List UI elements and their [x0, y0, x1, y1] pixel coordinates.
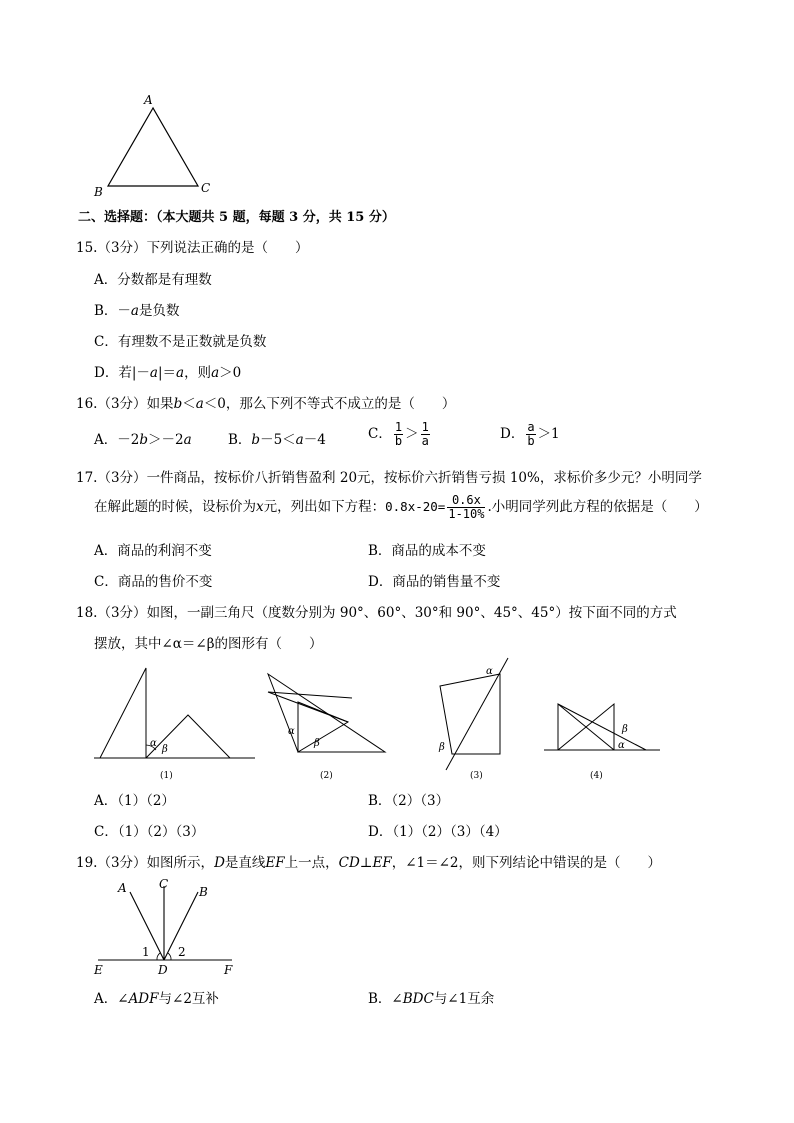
q19-option-a[interactable]: A．∠ADF与∠2互补	[94, 991, 219, 1007]
vertex-a-label: A	[144, 93, 153, 107]
q15-option-c[interactable]: C．有理数不是正数就是负数	[94, 334, 267, 350]
fraction: $\frac{1}{b}$	[394, 420, 403, 448]
q17-option-d[interactable]: D．商品的销售量不变	[368, 574, 501, 590]
q19-option-b[interactable]: B．∠BDC与∠1互余	[368, 991, 495, 1007]
svg-text:2: 2	[178, 945, 186, 959]
svg-text:(4): (4)	[590, 771, 603, 781]
section-title: 二、选择题：（本大题共 5 题，每题 3 分，共 15 分）	[78, 210, 395, 225]
vertex-b-label: B	[94, 185, 103, 199]
svg-text:(3): (3)	[470, 771, 483, 781]
svg-text:α: α	[150, 738, 157, 749]
equation: 0.8x-20=	[385, 499, 446, 514]
svg-text:1: 1	[142, 945, 150, 959]
svg-text:α: α	[618, 740, 625, 751]
vertex-c-label: C	[201, 181, 211, 195]
figure-2	[268, 674, 385, 781]
svg-text:E: E	[94, 963, 103, 977]
question-19: 19.（3分）如图所示，D是直线EF上一点，CD⊥EF，∠1＝∠2，则下列结论中错误的是（ ）	[76, 855, 662, 871]
q16-option-a[interactable]: A．－2b＞－2a	[94, 432, 192, 448]
svg-text:α: α	[288, 726, 295, 737]
svg-text:β: β	[622, 724, 628, 735]
svg-text:(2): (2)	[320, 771, 333, 781]
svg-text:(1): (1)	[160, 771, 173, 781]
fraction: $\frac{a}{b}$	[527, 420, 535, 448]
question-18-line2: 摆放，其中∠α＝∠β的图形有（ ）	[94, 636, 323, 652]
question-stem: 下列说法正确的是（ ）	[146, 240, 309, 256]
question-16: 16.（3分）如果b＜a＜0，那么下列不等式不成立的是（ ）	[76, 396, 456, 412]
svg-text:D: D	[158, 963, 168, 977]
q16-option-c[interactable]: C． $\frac{1}{b}$ ＞ $\frac{1}{a}$	[368, 420, 429, 448]
svg-text:F: F	[224, 963, 233, 977]
svg-text:β: β	[162, 744, 168, 755]
svg-text:β: β	[314, 738, 320, 749]
question-17: 17.（3分）一件商品，按标价八折销售盈利 20元，按标价六折销售亏损 10%，求标价多少元？小明同学	[76, 470, 702, 486]
svg-text:B: B	[199, 885, 208, 899]
q15-option-b[interactable]: B．－a是负数	[94, 303, 180, 319]
q17-option-b[interactable]: B．商品的成本不变	[368, 543, 486, 559]
q17-option-c[interactable]: C．商品的售价不变	[94, 574, 213, 590]
question-17-line2: 在解此题的时候，设标价为x元，列出如下方程：0.8x-20= $\frac{0.6x}{1-10\%}$ .小明同学列此方程的依据是（ ）	[94, 493, 708, 521]
triangle-abc-figure	[88, 92, 228, 200]
line-ef-figure	[86, 874, 246, 978]
q16-option-b[interactable]: B．b－5＜a－4	[228, 432, 326, 448]
q15-option-a[interactable]: A．分数都是有理数	[94, 272, 212, 288]
svg-text:α: α	[486, 666, 493, 677]
figure-3	[438, 658, 508, 781]
svg-text:C: C	[159, 877, 169, 891]
q18-option-d[interactable]: D．（1）（2）（3）（4）	[368, 824, 508, 840]
q18-option-b[interactable]: B．（2）（3）	[368, 793, 450, 809]
fraction: $\frac{0.6x}{1-10\%}$	[448, 493, 485, 521]
q18-option-a[interactable]: A．（1）（2）	[94, 793, 175, 809]
set-squares-figures	[90, 652, 680, 782]
question-number: 15.（3分）	[76, 240, 147, 256]
figure-4	[544, 704, 660, 781]
question-15	[76, 236, 309, 256]
q17-option-a[interactable]: A．商品的利润不变	[94, 543, 212, 559]
q15-option-d[interactable]: D．若|－a|＝a，则a＞0	[94, 365, 242, 381]
svg-text:A: A	[118, 881, 127, 895]
question-18: 18.（3分）如图，一副三角尺（度数分别为 90°、60°、30°和 90°、45°、45°）按下面不同的方式	[76, 605, 677, 621]
svg-text:β: β	[439, 742, 445, 753]
fraction: $\frac{1}{a}$	[421, 420, 429, 448]
q18-option-c[interactable]: C．（1）（2）（3）	[94, 824, 205, 840]
q16-option-d[interactable]: D． $\frac{a}{b}$ ＞1	[500, 420, 560, 448]
figure-1	[94, 668, 255, 781]
